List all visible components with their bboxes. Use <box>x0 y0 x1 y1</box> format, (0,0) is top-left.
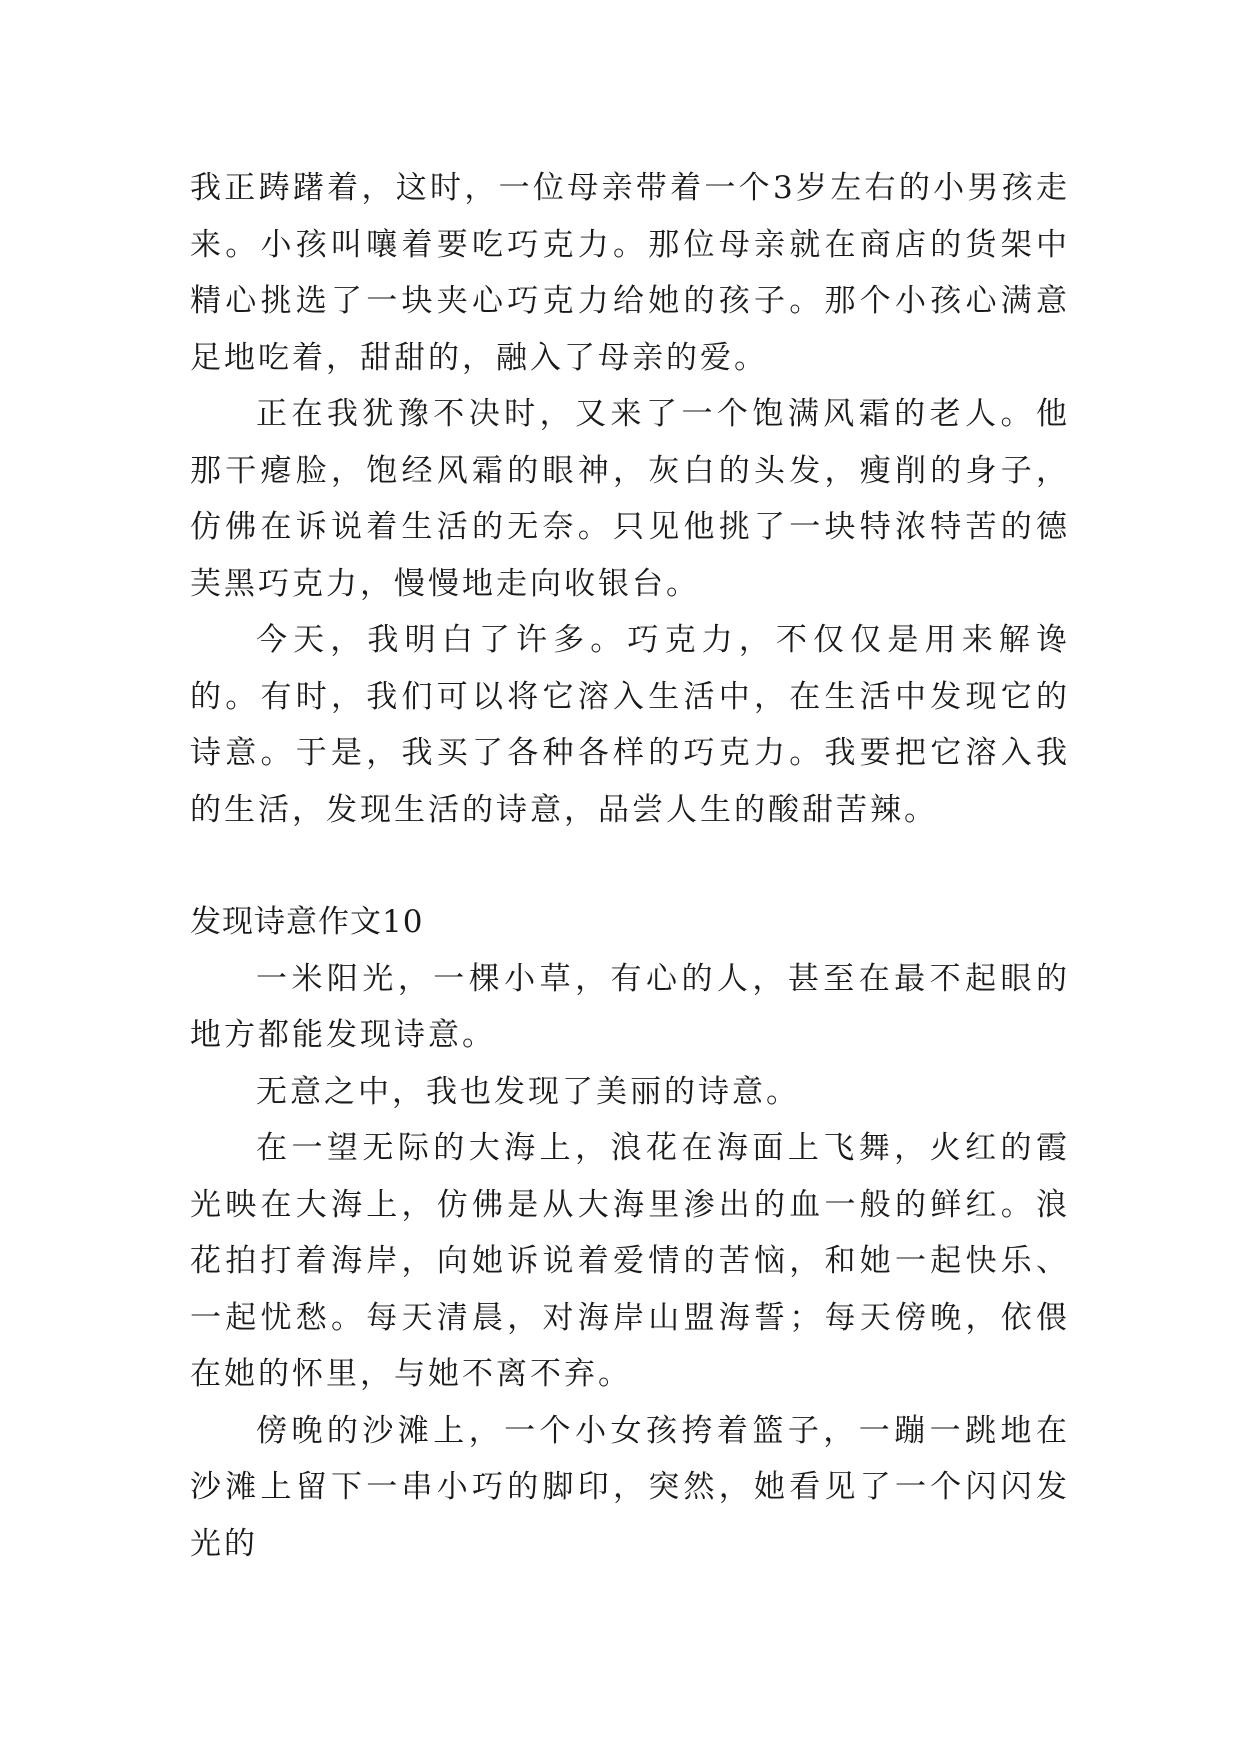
section-spacer <box>190 838 1070 894</box>
section-title: 发现诗意作文10 <box>190 904 424 940</box>
paragraph-sea: 在一望无际的大海上，浪花在海面上飞舞，火红的霞光映在大海上，仿佛是从大海里渗出的血一般的鲜红。浪花拍打着海岸，向她诉说着爱情的苦恼，和她一起快乐、一起忧愁。每天清晨，对海岸山盟海誓；每天傍晚，依偎在她的怀里，与她不离不弃。 <box>190 1130 1070 1392</box>
document-body <box>190 160 1070 1572</box>
paragraph-old-man: 正在我犹豫不决时，又来了一个饱满风霜的老人。他那干瘪脸，饱经风霜的眼神，灰白的头发，瘦削的身子，仿佛在诉说着生活的无奈。只见他挑了一块特浓特苦的德芙黑巧克力，慢慢地走向收银台。 <box>190 396 1070 602</box>
paragraph-beach-girl: 傍晚的沙滩上，一个小女孩挎着篮子，一蹦一跳地在沙滩上留下一串小巧的脚印，突然，她看见了一个闪闪发光的 <box>190 1412 1070 1562</box>
paragraph-sunshine: 一米阳光，一棵小草，有心的人，甚至在最不起眼的地方都能发现诗意。 <box>190 960 1070 1053</box>
paragraph-realization: 今天，我明白了许多。巧克力，不仅仅是用来解谗的。有时，我们可以将它溶入生活中，在生活中发现它的诗意。于是，我买了各种各样的巧克力。我要把它溶入我的生活，发现生活的诗意，品尝人生的酸甜苦辣。 <box>190 622 1070 828</box>
paragraph-mother-child: 我正踌躇着，这时，一位母亲带着一个3岁左右的小男孩走来。小孩叫嚷着要吃巧克力。那位母亲就在商店的货架中精心挑选了一块夹心巧克力给她的孩子。那个小孩心满意足地吃着，甜甜的，融入了母亲的爱。 <box>190 170 1070 376</box>
paragraph-unintended: 无意之中，我也发现了美丽的诗意。 <box>256 1073 800 1110</box>
